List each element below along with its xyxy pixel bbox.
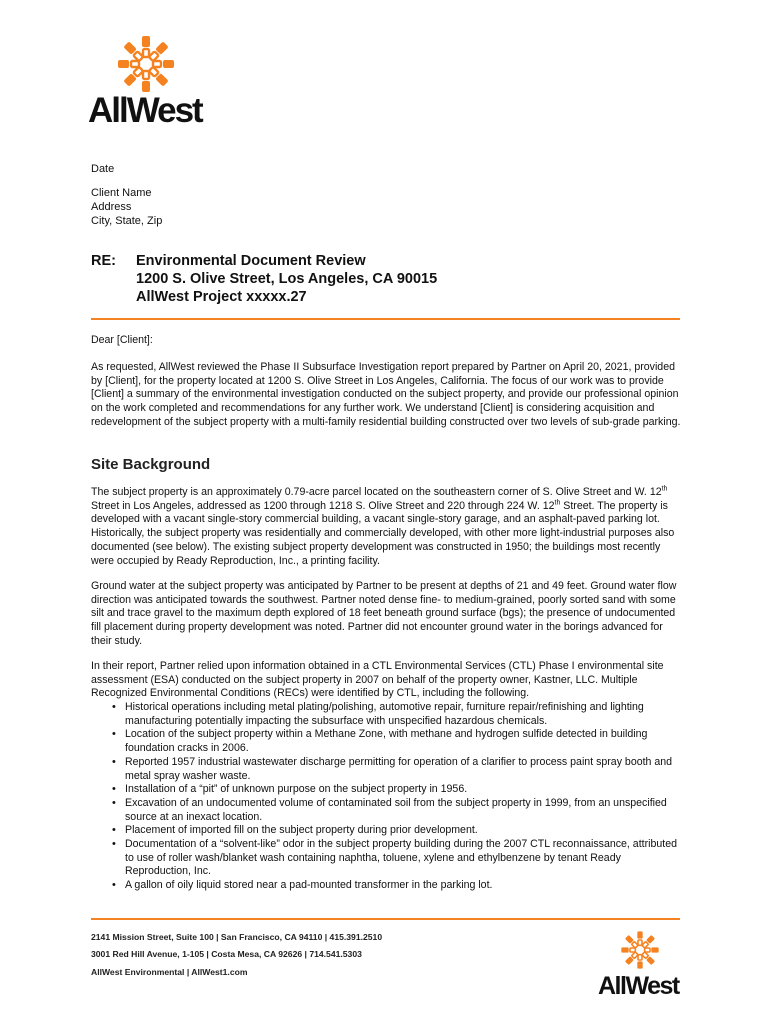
site-paragraph-1-a: The subject property is an approximately 0.79-acre parcel located on the southeastern corner of S. Olive Street and W. 12 [91,486,662,498]
list-item: • Installation of a “pit” of unknown purpose on the subject property in 1956. [125,783,685,797]
site-paragraph-2: Ground water at the subject property was anticipated by Partner to be present at depths of 21 and 49 feet. Ground water flow direction was anticipated towards the southwest. Partner noted dense fine- to medium-grained, poorly sorted sand with some silt and trace gravel to the maximum depth explored of 18 feet beneath ground surface (bgs); the presence of undocumented fill placement during property development was noted. Partner did not encounter ground water in the borings advanced for their study. [91,580,677,647]
header-logo [88,34,208,130]
sunburst-logo-icon [116,34,176,94]
sunburst-logo-icon [620,930,660,970]
site-paragraph-3: In their report, Partner relied upon information obtained in a CTL Environmental Services (CTL) Phase I environmental site assessment (ESA) conducted on the subject property in 2007 on behalf of the property owner, Kastner, LLC. Multiple Recognized Environmental Conditions (RECs) were identified by CTL, including the following. [91,660,664,700]
site-paragraph-1-c: Street. The property is developed with a vacant single-story commercial building, a vacant single-story garage, and an asphalt-paved parking lot. Historically, the subject property was residentially and commercially developed, with other more light-industrial purposes also documented (see below). The existing subject property development was constructed in 1950; the buildings most recently were occupied by Ready Reproduction, Inc., a printing facility. [91,499,675,567]
footer-logo [596,930,686,1005]
brand-name: AllWest [88,91,202,130]
re-project: AllWest Project xxxxx.27 [136,289,307,305]
client-name: Client Name [91,187,152,199]
site-paragraph-1 [91,486,681,568]
ordinal-suffix: th [661,485,668,493]
list-item: • Documentation of a “solvent-like” odor in the subject property building during the 2007 CTL reconnaissance, attributed to use of roller wash/blanket wash containing naphtha, toluene, xylene and ethylbenzene by tenant Ready Reproduction, Inc. [125,838,685,879]
list-item: • A gallon of oily liquid stored near a pad-mounted transformer in the parking lot. [125,879,685,893]
client-city-state-zip: City, State, Zip [91,215,163,227]
client-address: Address [91,201,132,213]
footer-cm-address: 3001 Red Hill Avenue, 1-105 | Costa Mesa, CA 92626 | 714.541.5303 [91,949,362,959]
list-item: • Location of the subject property within a Methane Zone, with methane and hydrogen sulfide detected in building foundation cracks in 2006. [125,728,685,755]
list-item: • Historical operations including metal plating/polishing, automotive repair, furniture repair/refinishing and lighting manufacturing potentially impacting the subsurface with unspecified hazardous chemicals. [125,701,685,728]
ordinal-suffix: th [554,499,561,507]
intro-paragraph: As requested, AllWest reviewed the Phase II Subsurface Investigation report prepared by Partner on April 20, 2021, provided by [Client], for the property located at 1200 S. Olive Street in Los Angeles, California. The focus of our work was to provide [Client] a summary of the environmental investigation conducted on the subject property, and provide our professional opinion on the work completed and recommendations for any further work. We understand [Client] is considering acquisition and redevelopment of the subject property with a multi-family residential building constructed over two levels of sub-grade parking. [91,361,681,428]
list-item: • Excavation of an undocumented volume of contaminated soil from the subject property in 1999, from an unspecified source at an inexact location. [125,797,685,824]
header-divider [91,318,680,320]
re-subject [136,252,696,306]
footer-website: AllWest Environmental | AllWest1.com [91,967,248,977]
list-item: • Reported 1957 industrial wastewater discharge permitting for operation of a clarifier to process paint spray booth and metal spray washer waste. [125,756,685,783]
letter-date: Date [91,163,115,175]
list-item: • Placement of imported fill on the subject property during prior development. [125,824,685,838]
re-title: Environmental Document Review [136,253,366,269]
brand-name: AllWest [598,972,679,1000]
salutation: Dear [Client]: [91,334,153,346]
re-label: RE: [91,253,116,269]
re-address: 1200 S. Olive Street, Los Angeles, CA 90015 [136,271,438,287]
rec-list [91,701,685,893]
site-paragraph-1-b: Street in Los Angeles, addressed as 1200 through 1218 S. Olive Street and 220 through 224 W. 12 [91,499,555,512]
footer-sf-address: 2141 Mission Street, Suite 100 | San Francisco, CA 94110 | 415.391.2510 [91,932,383,942]
section-heading: Site Background [91,456,211,473]
footer-divider [91,918,680,920]
